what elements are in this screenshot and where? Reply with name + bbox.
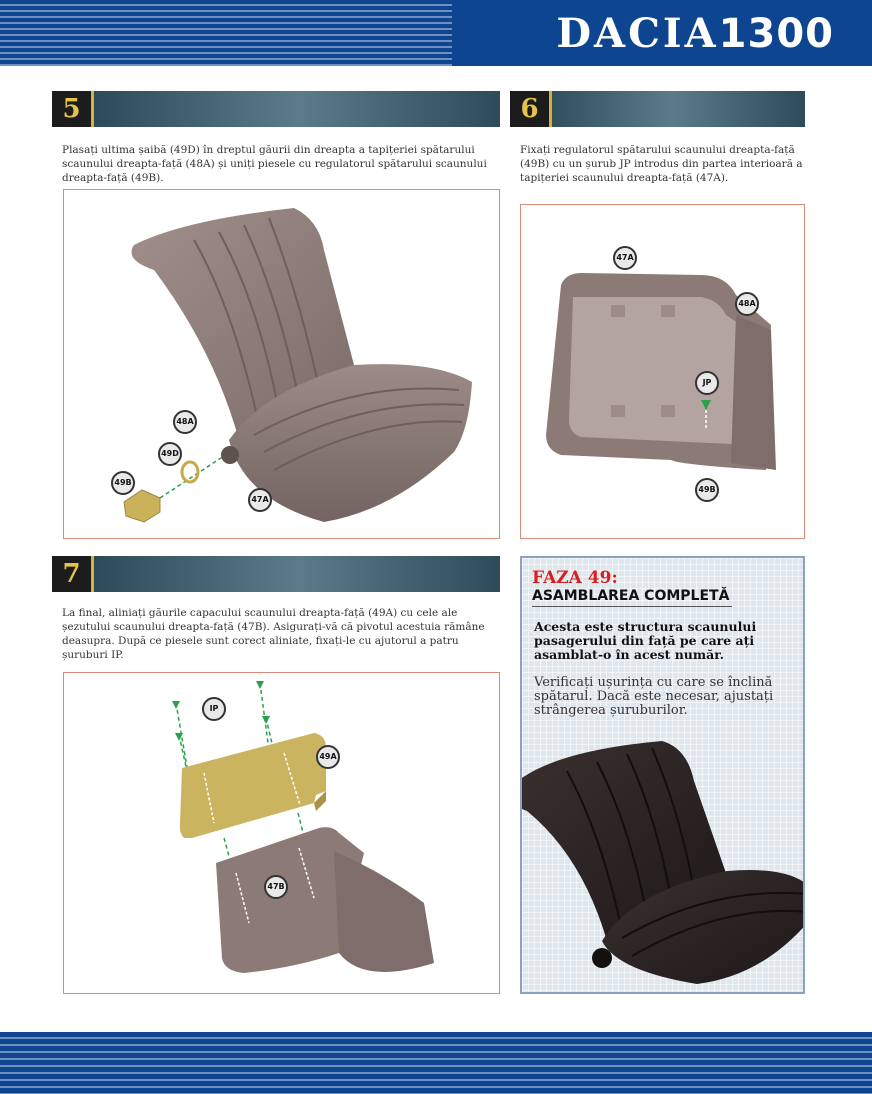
step-7-bar	[52, 556, 500, 592]
label-47a: 47A	[613, 246, 637, 270]
footer-stripes	[0, 1032, 872, 1094]
label-49d: 49D	[158, 442, 182, 466]
seat-base-illustration-step6	[521, 205, 805, 539]
regulator-49b	[124, 490, 160, 522]
step-6-illustration	[520, 204, 805, 539]
step-6-bar	[510, 91, 805, 127]
screw-ip	[262, 716, 270, 724]
phase-divider	[532, 606, 732, 607]
label-49b: 49B	[111, 471, 135, 495]
backrest-48a	[731, 315, 776, 470]
cover-49a	[180, 733, 326, 838]
phase-subtitle: ASAMBLAREA COMPLETĂ	[532, 588, 730, 604]
label-49b: 49B	[695, 478, 719, 502]
phase-intro: Acesta este structura scaunului pasagerului din față pe care ați asamblat-o în acest număr.	[534, 619, 757, 662]
brand-model: 1300	[718, 11, 834, 57]
step-5-number: 5	[52, 91, 94, 127]
label-jp: JP	[695, 371, 719, 395]
completed-seat-illustration	[522, 726, 805, 994]
header-stripes	[0, 0, 452, 66]
label-47b: 47B	[264, 875, 288, 899]
brand-logo	[556, 10, 834, 57]
step-7-text: La final, aliniați găurile capacului scaunului dreapta-față (49A) cu cele ale șezutului scaunului dreapta-față (47B). Asigurați-vă că pivotul acestuia rămâne deasupra. După ce piesele sunt corect aliniate, fixați-le cu ajutorul a patru șuruburi IP.	[62, 607, 485, 661]
step-6-text: Fixați regulatorul spătarului scaunului dreapta-față (49B) cu un șurub JP introdus din partea interioară a tapițeriei scaunului dreapta-față (47A).	[520, 144, 803, 184]
step-7-illustration	[63, 672, 500, 994]
phase-instructions: Verificați ușurința cu care se înclină spătarul. Dacă este necesar, ajustați strângerea șuruburilor.	[534, 675, 774, 718]
header-banner	[0, 0, 872, 66]
screw-ip	[172, 701, 180, 709]
step-5-illustration	[63, 189, 500, 539]
step-5-bar	[52, 91, 500, 127]
label-ip: IP	[202, 697, 226, 721]
phase-title: FAZA 49:	[532, 568, 618, 588]
label-48a: 48A	[735, 292, 759, 316]
screw-ip	[256, 681, 264, 689]
assembly-illustration-step7	[64, 673, 500, 994]
step-7-number: 7	[52, 556, 94, 592]
brand-name: DACIA	[556, 10, 719, 57]
step-6-number: 6	[510, 91, 552, 127]
label-48a: 48A	[173, 410, 197, 434]
label-47a: 47A	[248, 488, 272, 512]
label-49a: 49A	[316, 745, 340, 769]
phase-summary-box	[520, 556, 805, 994]
step-5-text: Plasați ultima șaibă (49D) în dreptul găurii din dreapta a tapițeriei spătarului scaunului dreapta-față (48A) și uniți piesele cu regulatorul spătarului scaunului dreapta-față (49B).	[62, 144, 487, 184]
